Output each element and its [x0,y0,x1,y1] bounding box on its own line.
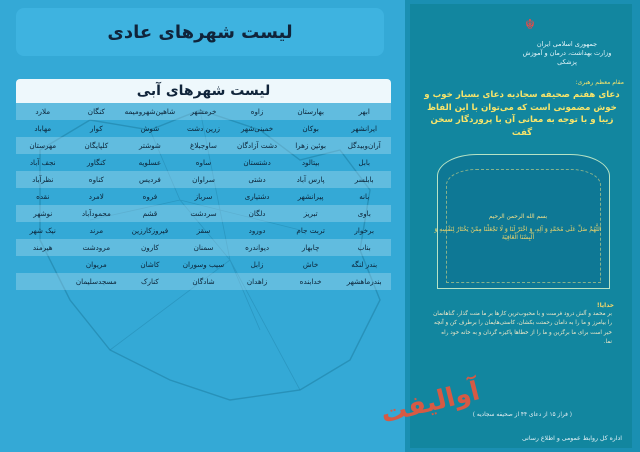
table-body [16,103,391,290]
table-cell: کاشان [140,260,160,269]
table-cell: مسجدسلیمان [70,273,124,290]
table-cell: بابلسر [337,171,391,188]
table-cell: کارون [123,239,177,256]
table-cell: مریوان [85,260,107,269]
table-cell: نقده [36,192,50,201]
prayer-frame [437,154,610,289]
table-cell: خرمشهر [177,103,231,120]
table-cell: دیواندره [230,239,284,256]
table-cell: نیک شهر [29,226,56,235]
table-cell: نجف آباد [29,158,56,167]
page-title: لیست شهرهای عادی [107,21,293,43]
table-cell: آران‌وبیدگل [337,137,391,154]
footer-org: اداره کل روابط عمومی و اطلاع رسانی [521,435,622,442]
table-cell: سقز [196,226,211,235]
table-cell: بندرماهشهر [337,273,391,290]
table-cell [16,273,70,290]
table-cell: فردیس [123,171,177,188]
ministry-line-2: وزارت بهداشت، درمان و آموزش پزشکی [522,49,612,66]
table-cell: قشم [123,205,177,222]
table-cell: هیرمند [16,239,70,256]
table-cell: نظرآباد [16,171,70,188]
table-title: لیست شهرهای آبی [16,79,391,103]
table-cell: باوی [337,205,391,222]
table-cell: کلپایگان [70,137,124,154]
table-cell: کناوه [70,171,124,188]
table-cell: محمودآباد [70,205,124,222]
table-cell: مهرستان [16,137,70,154]
table-cell: تربت جام [296,226,325,235]
table-cell: ساوجبلاغ [177,137,231,154]
table-cell: لامرد [88,192,104,201]
table-cell: سیب وسوران [182,260,225,269]
prayer-text: اللَّهُمَّ صَلِّ عَلَى مُحَمَّدٍ وَ آلِهِ، وَ اخْتَرْ لَنَا وَ لَا تَجْعَلْنَا مِمَّنْ يَخْتَارُ لِنَفْسِهِ وَ أَلْبِسْنَا الْعَافِيَةَ [434,226,602,242]
translation-text: بر محمد و آلش درود فرست و با محبوب‌ترین کارها بر ما منت گذار، گناهانمان را بیامرز و ما را به دامان رحمتت بکشان، کاستی‌هایمان را برطرف کن و آنچه خیر است برای ما برگزین و ما را از خطاها پاکیزه گردان و به خانه خود راه نما. [433,311,612,346]
table-cell: بابل [358,158,371,167]
table-cell: ساوه [195,158,212,167]
table-cell: پارس آباد [284,171,338,188]
table-cell: بوکان [302,124,319,133]
table-cell: ایرانشهر [351,124,378,133]
table-cell: شادگان [177,273,231,290]
table-cell: بهارستان [284,103,338,120]
table-cell: خدابنده [284,273,338,290]
table-row [16,239,391,256]
right-panel [377,0,640,452]
table-cell: شاهین‌شهرومیمه [123,103,177,120]
table-cell: سرباز [194,192,213,201]
table-cell: مرند [89,226,104,235]
table-cell [16,256,70,273]
table-cell: ابهر [337,103,391,120]
table-cell: بیتالود [301,158,320,167]
table-cell: دشتیاری [244,192,270,201]
table-cell: بانه [359,192,370,201]
table-cell: دشتی [230,171,284,188]
table-cell: دورود [248,226,266,235]
table-row [16,205,391,222]
table-cell: کنارک [123,273,177,290]
table-row [16,256,391,273]
cities-table [16,79,391,290]
table-cell: کنگان [70,103,124,120]
prayer-title: بسم الله الرحمن الرحیم [488,214,548,220]
ministry-line-1: جمهوری اسلامی ایران [536,40,598,48]
table-row [16,137,391,154]
leader-label: مقام معظم رهبری: [575,79,624,86]
table-cell: زاوه [230,103,284,120]
table-cell: زاهدان [230,273,284,290]
table-cell: بوئین زهرا [284,137,338,154]
table-cell: نوشهر [16,205,70,222]
table-cell: ملارد [16,103,70,120]
table-cell: شوش [140,124,160,133]
table-cell: سراوان [177,171,231,188]
table-cell: مرودشت [70,239,124,256]
table-cell: زابل [250,260,264,269]
table-cell: مهاباد [34,124,52,133]
source-citation: ( فراز ۱۵ از دعای ۴۴ از صحیفه سجادیه ) [472,412,572,418]
table-cell: کوار [90,124,103,133]
table-cell: خمینی‌شهر [240,124,274,133]
table-row [16,188,391,205]
table-cell: سمنان [177,239,231,256]
table-cell: دلگان [230,205,284,222]
ministry-name [512,40,622,67]
table-cell: بناب [337,239,391,256]
iran-emblem-icon: ☬ [525,17,535,33]
table-cell: سردشت [177,205,231,222]
table-cell: عسلویه [138,158,162,167]
translation-title: خدایا! [596,302,614,309]
prayer-poster [410,4,632,448]
table-cell: زرین دشت [186,124,220,133]
page-title-box [16,8,384,56]
table-row [16,171,391,188]
table-row [16,103,391,120]
table-cell: کنگاور [86,158,106,167]
table-cell: برخوار [354,226,374,235]
table-cell: بندر لنگه [351,260,378,269]
table-row [16,222,391,239]
table-cell: فیروزکارزین [131,226,169,235]
table-cell: چابهار [284,239,338,256]
table-cell: پیرانشهر [297,192,324,201]
table-cell: دشت آزادگان [230,137,284,154]
table-cell: فروه [142,192,158,201]
table-cell: دشتستان [243,158,271,167]
table-row [16,273,391,290]
table-cell: تبریز [284,205,338,222]
table-cell: خاش [302,260,319,269]
watermark-logo: آوالیفت [377,376,483,430]
table-cell: شوشتر [123,137,177,154]
table-row [16,120,391,137]
headline: دعای هفتم صحیفه سجادیه دعای بسیار خوب و خوش مضمونی است که می‌توان با این الفاظ زیبا و با توجه به معانی آن با پروردگار سخن گفت [424,90,620,138]
table-row [16,154,391,171]
